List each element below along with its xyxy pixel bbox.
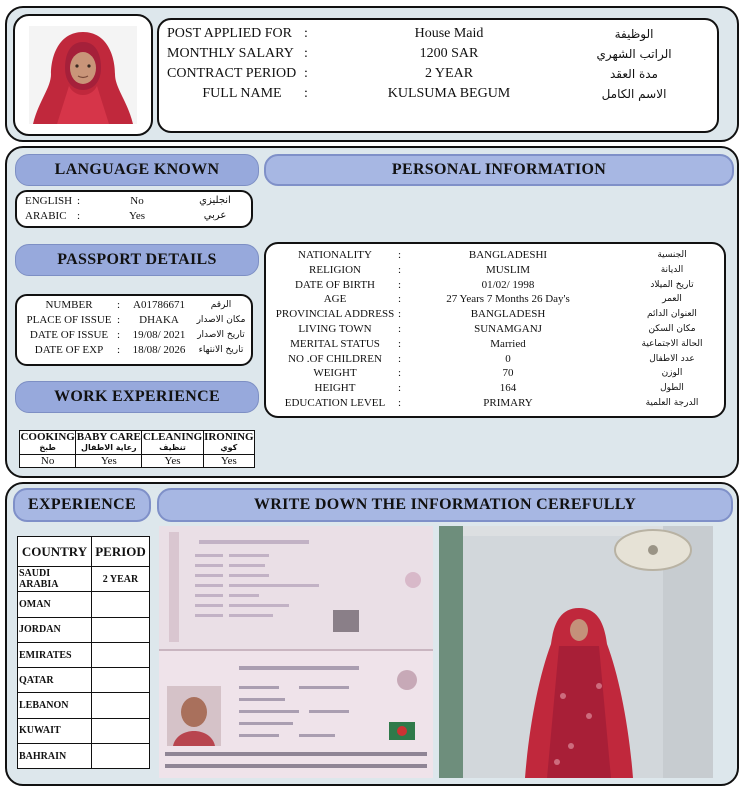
language-colon: : [77,210,81,222]
personal-field-arabic: تاريخ الميلاد [650,279,694,290]
experience-row [18,642,150,667]
skill-header-cell [203,431,254,455]
top-row-colon: : [304,26,308,41]
experience-period [92,668,150,693]
passport-colon: : [117,314,121,326]
middle-panel [5,146,739,478]
passport-field-value: 18/08/ 2026 [132,344,186,356]
profile-photo [29,26,137,124]
top-panel [5,6,739,142]
top-row-arabic: الوظيفة [614,27,654,41]
experience-period [92,744,150,769]
skill-name-arabic: تنظيف [159,443,186,452]
language-box [15,190,253,228]
personal-field-label: MERITAL STATUS [290,337,380,350]
top-row-label: CONTRACT PERIOD [167,66,297,81]
passport-field-arabic: الرقم [210,300,232,310]
personal-field-arabic: الحالة الاجتماعية [641,338,703,349]
language-header: LANGUAGE KNOWN [15,154,259,186]
personal-field-arabic: الدرجة العلمية [645,398,699,408]
top-row-value: KULSUMA BEGUM [387,86,511,101]
personal-field-arabic: الوزن [661,368,683,379]
skill-value: Yes [142,455,203,468]
personal-field-arabic: مكان السكن [648,324,696,334]
personal-field-value: Married [490,337,526,350]
skill-name: COOKING [20,431,75,443]
language-arabic: انجليزي [199,195,231,206]
passport-field-value: A01786671 [133,299,185,311]
experience-country: BAHRAIN [18,744,92,769]
passport-header: PASSPORT DETAILS [15,244,259,276]
personal-field-label: RELIGION [309,263,361,276]
personal-field-label: PROVINCIAL ADDRESS [275,308,395,321]
personal-colon: : [398,308,402,321]
personal-field-value: BANGLADESHI [468,249,548,261]
passport-field-value: 19/08/ 2021 [132,329,186,341]
experience-country: SAUDI ARABIA [18,567,92,592]
personal-field-value: 164 [499,382,517,395]
skill-name-arabic: طبخ [39,443,56,452]
full-body-photo [439,526,713,778]
experience-period: 2 YEAR [92,567,150,592]
experience-row [18,718,150,743]
personal-colon: : [398,323,402,335]
skill-header-cell [20,431,76,455]
experience-row [18,693,150,718]
personal-colon: : [398,249,402,261]
personal-field-arabic: الجنسية [657,250,687,260]
personal-field-value: 70 [502,367,514,380]
experience-country: QATAR [18,668,92,693]
top-row-label: MONTHLY SALARY [167,46,294,61]
personal-field-label: AGE [323,293,347,306]
top-row-colon: : [304,46,308,61]
profile-photo-frame [13,14,153,136]
passport-colon: : [117,299,121,311]
personal-colon: : [398,337,402,350]
skill-name-arabic: رعاية الاطفال [81,443,137,452]
personal-field-label: LIVING TOWN [298,323,372,335]
personal-colon: : [398,367,402,380]
top-row-colon: : [304,86,308,101]
passport-scan-image [159,526,433,778]
personal-field-arabic: الطول [660,383,684,394]
personal-field-value: MUSLIM [485,263,530,276]
skill-header-cell [76,431,142,455]
experience-period [92,718,150,743]
experience-period [92,592,150,617]
top-row-label: POST APPLIED FOR [167,26,293,41]
personal-field-label: DATE OF BIRTH [294,278,375,291]
skill-name-arabic: كوي [220,443,238,452]
language-level: No [130,195,144,207]
experience-table [17,536,150,769]
passport-field-label: PLACE OF ISSUE [26,314,112,326]
skill-name: IRONING [204,431,254,443]
skill-name: CLEANING [142,431,203,443]
language-colon: : [77,195,81,207]
personal-field-value: PRIMARY [483,397,533,409]
language-arabic: عربي [203,210,227,221]
top-row-arabic: مدة العقد [610,67,658,81]
personal-field-value: SUNAMGANJ [474,323,542,335]
experience-country: KUWAIT [18,718,92,743]
personal-colon: : [398,382,402,395]
top-row-value: House Maid [414,26,484,41]
job-summary-box [157,18,719,133]
work-header: WORK EXPERIENCE [15,381,259,413]
personal-field-value: BANGLADESH [470,308,546,321]
personal-field-label: WEIGHT [313,367,357,380]
personal-field-value: 01/02/ 1998 [481,278,535,291]
work-skills-table [19,430,255,468]
personal-field-arabic: العنوان الدائم [647,309,697,320]
passport-colon: : [117,344,121,356]
personal-colon: : [398,397,402,409]
period-col-header: PERIOD [92,537,150,567]
experience-row [18,617,150,642]
personal-field-arabic: العمر [662,294,682,305]
experience-country: LEBANON [18,693,92,718]
passport-field-value: DHAKA [139,314,179,326]
language-name: ENGLISH [25,195,73,207]
bottom-panel [5,482,739,786]
personal-field-label: HEIGHT [314,382,356,395]
experience-row [18,567,150,592]
write-down-header: WRITE DOWN THE INFORMATION CEREFULLY [157,488,733,522]
top-row-colon: : [304,66,308,81]
experience-country: EMIRATES [18,642,92,667]
personal-field-label: NATIONALITY [298,249,372,261]
top-row-label: FULL NAME [202,86,282,101]
skill-value: Yes [76,455,142,468]
personal-field-arabic: عدد الاطفال [649,353,695,364]
experience-country: JORDAN [18,617,92,642]
passport-field-arabic: تاريخ الانتهاء [198,345,244,355]
experience-country: OMAN [18,592,92,617]
experience-row [18,592,150,617]
personal-header: PERSONAL INFORMATION [264,154,734,186]
experience-period [92,642,150,667]
personal-field-value: 0 [505,352,511,365]
experience-row [18,668,150,693]
passport-colon: : [117,329,121,341]
experience-header: EXPERIENCE [13,488,151,522]
passport-field-arabic: مكان الاصدار [196,315,246,325]
personal-field-value: 27 Years 7 Months 26 Day's [446,293,570,306]
top-row-value: 2 YEAR [424,66,474,81]
top-row-arabic: الراتب الشهري [596,47,672,61]
skill-value: Yes [203,455,254,468]
experience-period [92,617,150,642]
personal-colon: : [398,278,402,291]
passport-field-label: DATE OF EXP [34,344,104,356]
skill-value: No [20,455,76,468]
passport-box [15,294,253,366]
experience-period [92,693,150,718]
personal-colon: : [398,263,402,276]
skill-name: BABY CARE [76,431,141,443]
top-row-value: 1200 SAR [419,46,479,61]
language-level: Yes [128,210,145,222]
personal-colon: : [398,352,402,365]
top-row-arabic: الاسم الكامل [601,87,667,101]
country-col-header: COUNTRY [18,537,92,567]
passport-field-arabic: تاريخ الاصدار [197,330,245,340]
experience-row [18,744,150,769]
personal-colon: : [398,293,402,306]
personal-field-label: EDUCATION LEVEL [284,397,386,409]
passport-field-label: NUMBER [45,299,93,311]
passport-field-label: DATE OF ISSUE [29,329,109,341]
language-name: ARABIC [25,210,67,222]
personal-field-label: NO .OF CHILDREN [288,352,382,365]
personal-field-arabic: الديانة [660,264,684,275]
personal-box [264,242,726,418]
skill-header-cell [142,431,203,455]
